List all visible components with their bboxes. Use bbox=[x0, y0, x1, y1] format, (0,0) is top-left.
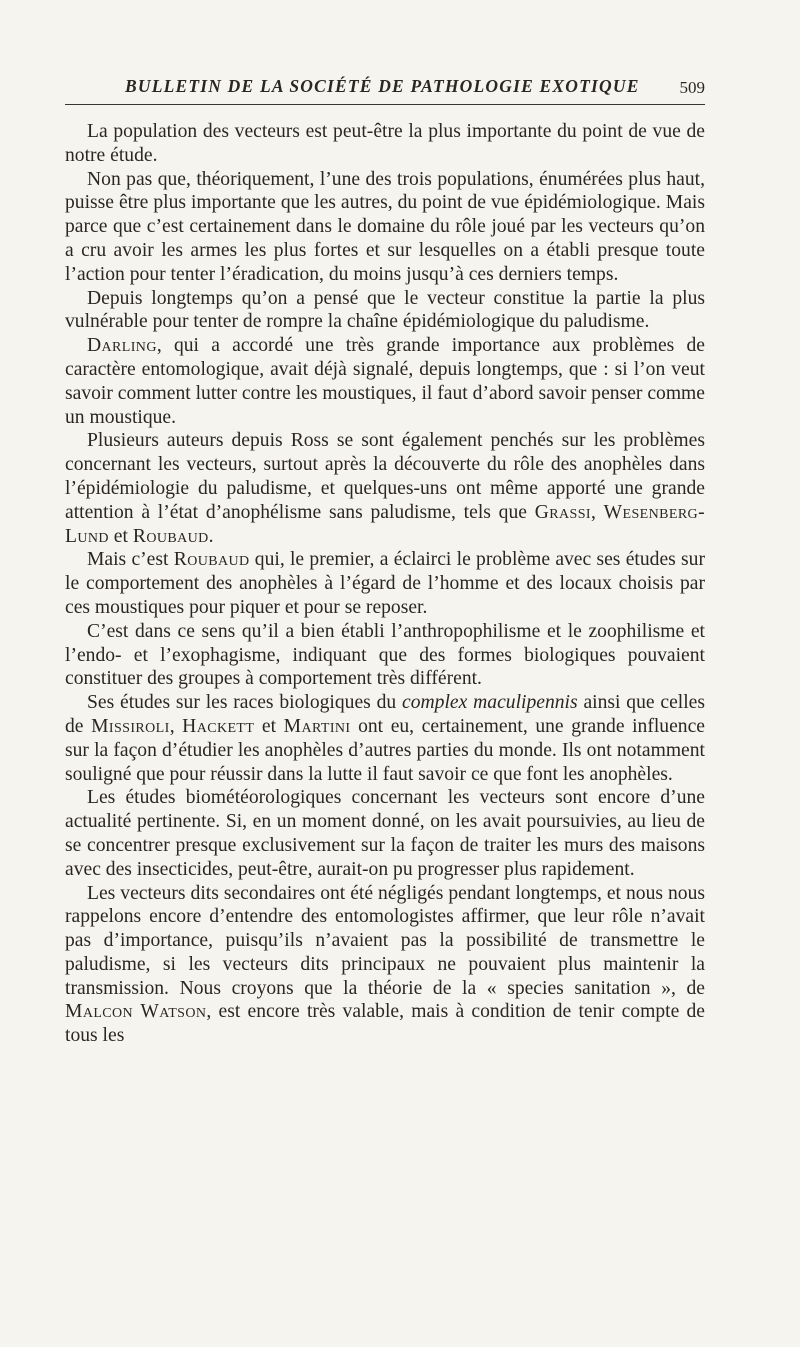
author-name: Hackett bbox=[182, 715, 255, 737]
author-name: Missiroli bbox=[91, 715, 170, 737]
paragraph: La population des vecteurs est peut-être la plus importante du point de vue de notre étude. bbox=[65, 121, 705, 166]
page-number: 509 bbox=[679, 78, 705, 97]
paragraph: Mais c’est Roubaud qui, le premier, a éclairci le problème avec ses études sur le comportement des anophèles à l’égard de l’homme et des locaux choisis par ces moustiques pour piquer et pour se reposer. bbox=[65, 549, 705, 618]
paragraph: Plusieurs auteurs depuis Ross se sont également penchés sur les problèmes concernant les vecteurs, surtout après la découverte du rôle des anophèles dans l’épidémiologie du paludisme, et quelques-uns ont même apporté une grande attention à l’état d’anophélisme sans paludisme, tels que Grassi, Wesenberg-Lund et Roubaud. bbox=[65, 430, 705, 547]
author-name: Martini bbox=[283, 715, 351, 737]
journal-title: BULLETIN DE LA SOCIÉTÉ DE PATHOLOGIE EXOTIQUE bbox=[125, 76, 640, 96]
author-name: Malcon Watson bbox=[65, 1001, 207, 1023]
author-name: Roubaud bbox=[132, 525, 209, 547]
paragraph: Les vecteurs dits secondaires ont été négligés pendant longtemps, et nous nous rappelons encore d’entendre des entomologistes affirmer, que leur rôle n’avait pas d’importance, puisqu’ils n’avaient pas la possibilité de transmettre le paludisme, si les vecteurs dits principaux ne pouvaient plus maintenir la transmission. Nous croyons que la théorie de la « species sanitation », de Malcon Watson, est encore très valable, mais à condition de tenir compte de tous les bbox=[65, 882, 706, 1047]
author-name: Darling bbox=[87, 335, 157, 357]
author-name: Grassi bbox=[534, 501, 591, 523]
running-header bbox=[65, 72, 705, 100]
author-name: Wesenberg-Lund bbox=[65, 501, 705, 547]
paragraph: Les études biométéorologiques concernant les vecteurs sont encore d’une actualité pertinente. Si, en un moment donné, on les avait poursuivies, au lieu de se concentrer presque exclusivement sur la façon de traiter les murs des maisons avec des insecticides, peut-être, aurait-on pu progresser plus rapidement. bbox=[65, 787, 705, 880]
paragraph: Non pas que, théoriquement, l’une des trois populations, énumérées plus haut, puisse être plus importante que les autres, du point de vue épidémiologique. Mais parce que c’est certainement dans le domaine du rôle joué par les vecteurs qu’on a cru avoir les armes les plus fortes et sur lesquelles on a établi presque toute l’action pour tenter l’éradication, du moins jusqu’à ces derniers temps. bbox=[65, 168, 705, 285]
body-text bbox=[65, 120, 705, 1048]
header-rule bbox=[65, 104, 705, 105]
paragraph: Ses études sur les races biologiques du complex maculipennis ainsi que celles de Missiroli, Hackett et Martini ont eu, certainement, une grande influence sur la façon d’étudier les anophèles d’autres parties du monde. Ils ont notamment souligné que pour réussir dans la lutte il faut savoir ce que font les anophèles. bbox=[65, 692, 705, 785]
paragraph: C’est dans ce sens qu’il a bien établi l’anthropophilisme et le zoophilisme et l’endo- et l’exophagisme, indiquant que des formes biologiques pouvaient constituer des groupes à comportement très différent. bbox=[65, 620, 705, 690]
paragraph: Depuis longtemps qu’on a pensé que le vecteur constitue la partie la plus vulnérable pour tenter de rompre la chaîne épidémiologique du paludisme. bbox=[65, 287, 705, 333]
author-name: Roubaud bbox=[173, 549, 250, 571]
species-name: complex maculipennis bbox=[402, 692, 578, 714]
paragraph: Darling, qui a accordé une très grande importance aux problèmes de caractère entomologique, avait déjà signalé, depuis longtemps, que : si l’on veut savoir comment lutter contre les moustiques, il faut d’abord savoir penser comme un moustique. bbox=[65, 335, 705, 428]
